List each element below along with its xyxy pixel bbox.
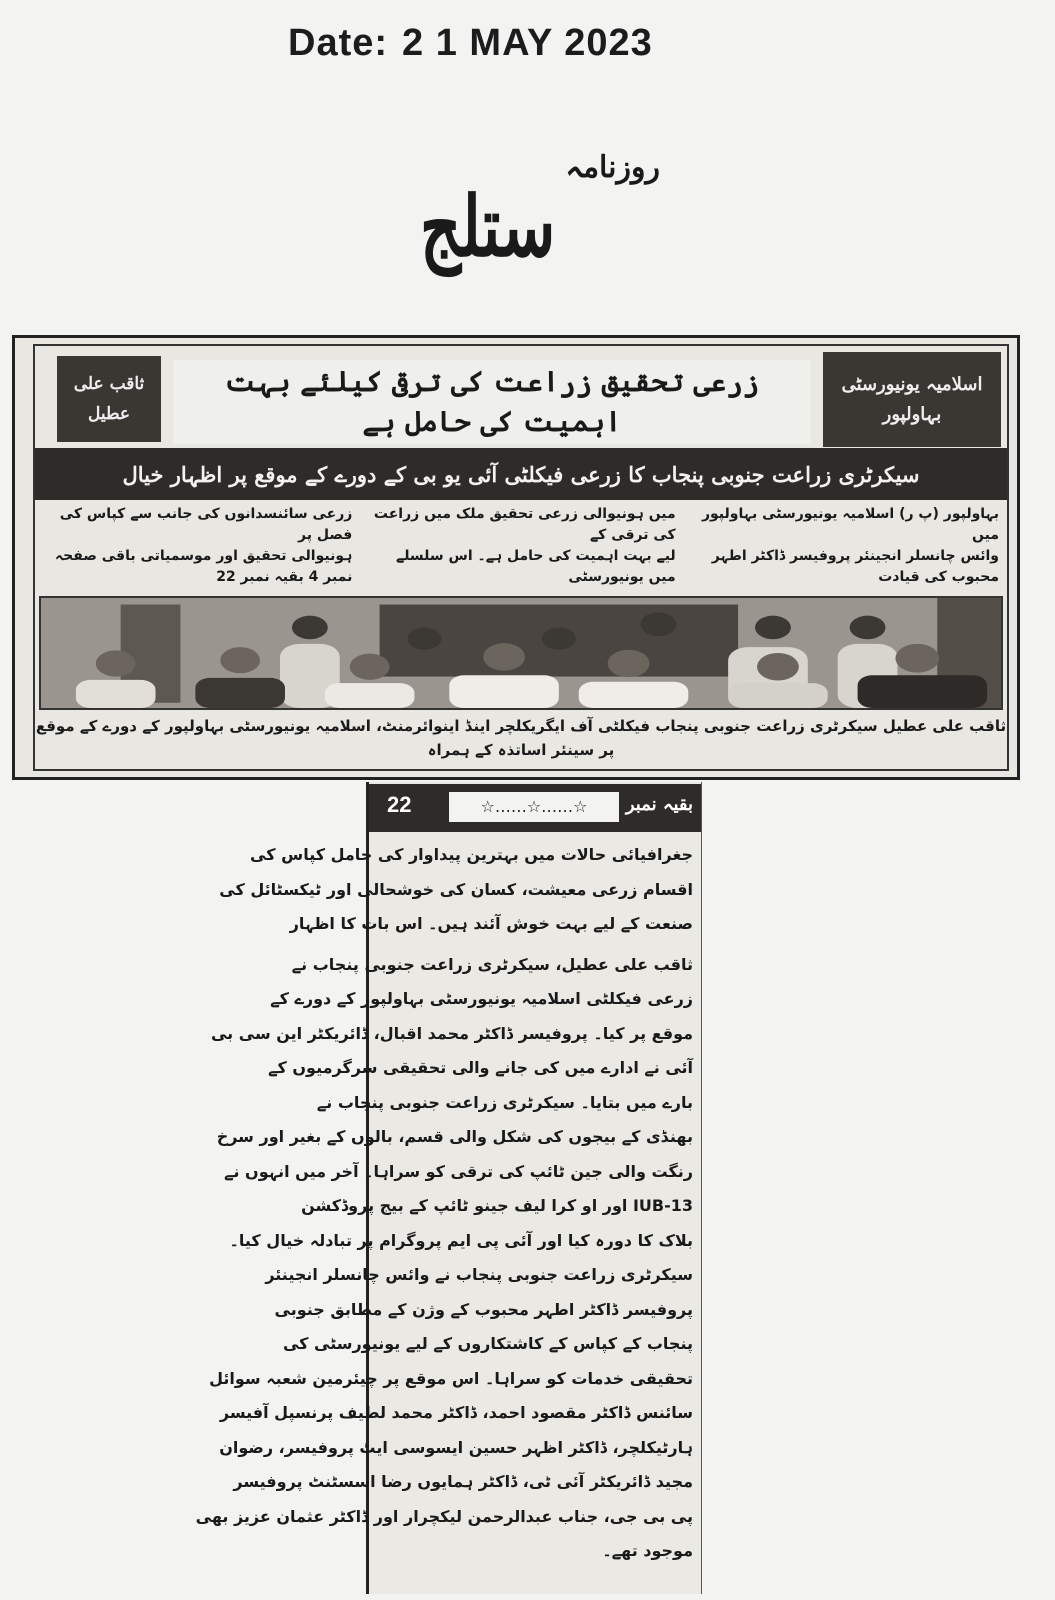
continuation-line: موقع پر کیا۔ پروفیسر ڈاکٹر محمد اقبال، ڈائریکٹر این سی بی xyxy=(210,1023,693,1043)
continuation-line: موجود تھے۔ xyxy=(602,1541,693,1560)
continuation-column xyxy=(195,782,702,1594)
intro-line: وائس چانسلر انجینئر پروفیسر ڈاکٹر اطہر محبوب کی قیادت xyxy=(711,548,999,585)
continuation-label: بقیہ نمبر xyxy=(625,794,693,815)
continuation-text xyxy=(195,838,693,1569)
kicker-right-line: بہاولپور xyxy=(882,403,942,425)
continuation-line: بلاک کا دورہ کیا اور آئی پی ایم پروگرام پر تبادلہ خیال کیا۔ xyxy=(229,1230,693,1250)
continuation-line: IUB-13 اور او کرا لیف جینو ٹائپ کے بیج پروڈکشن xyxy=(301,1196,693,1215)
continuation-line: آئی نے ادارے میں کی جانے والی تحقیقی سرگرمیوں کے xyxy=(268,1058,693,1077)
continuation-line: پروفیسر ڈاکٹر اطہر محبوب کے وژن کے مطابق جنوبی xyxy=(274,1299,693,1319)
date-label: Date: xyxy=(288,22,389,64)
headline-box xyxy=(173,360,811,444)
news-clipping xyxy=(12,335,1020,780)
continuation-line: اقسام زرعی معیشت، کسان کی خوشحالی اور ٹیکسٹائل کی xyxy=(219,879,693,899)
photo-caption-box xyxy=(35,712,1007,764)
intro-line: زرعی سائنسدانوں کی جانب سے کپاس کی فصل پر xyxy=(59,506,353,543)
continuation-line: زرعی فیکلٹی اسلامیہ یونیورسٹی بہاولپور کے دورے کے xyxy=(270,989,693,1008)
continuation-line: پنجاب کے کپاس کے کاشتکاروں کے لیے یونیورسٹی کی xyxy=(282,1334,693,1353)
headline: زرعی تحقیق زراعت کی ترقی کیلئے بہت اہمیت کی حامل ہے xyxy=(224,365,760,438)
intro-column xyxy=(43,504,352,592)
continuation-line: بھنڈی کے بیجوں کی شکل والی قسم، بالوں کے بغیر اور سرخ xyxy=(216,1127,693,1146)
continuation-page-number: 22 xyxy=(387,792,412,817)
group-photo xyxy=(39,596,1003,710)
kicker-left-line: عطیل xyxy=(87,404,131,424)
intro-line: ہونیوالی تحقیق اور موسمیاتی باقی صفحہ نمبر 4 بقیہ نمبر 22 xyxy=(54,548,353,585)
kicker-right xyxy=(823,352,1001,447)
continuation-line: ثاقب علی عطیل، سیکرٹری زراعت جنوبی پنجاب نے xyxy=(291,954,693,974)
continuation-line: پی بی جی، جناب عبدالرحمن لیکچرار اور ڈاکٹر عثمان عزیز بھی xyxy=(195,1506,693,1526)
intro-line: لیے بہت اہمیت کی حامل ہے۔ اس سلسلے میں یونیورسٹی xyxy=(395,548,676,585)
continuation-header xyxy=(369,784,701,832)
intro-line: میں ہونیوالی زرعی تحقیق ملک میں زراعت کی ترقی کے xyxy=(373,506,676,543)
continuation-line: سائنس ڈاکٹر مقصود احمد، ڈاکٹر محمد لطیف پرنسپل آفیسر xyxy=(219,1403,693,1422)
subheadline: سیکرٹری زراعت جنوبی پنجاب کا زرعی فیکلٹی آئی یو بی کے دورے کے موقع پر اظہار خیال xyxy=(122,461,920,487)
continuation-line: ہارٹیکلچر، ڈاکٹر اظہر حسین ایسوسی ایٹ پروفیسر، رضوان xyxy=(219,1437,693,1457)
continuation-line: جغرافیائی حالات میں بہترین پیداوار کی حامل کپاس کی xyxy=(250,845,693,864)
intro-line: بہاولپور (پ ر) اسلامیہ یونیورسٹی بہاولپور میں xyxy=(701,506,999,543)
continuation-line: مجید ڈائریکٹر آئی ٹی، ڈاکٹر ہمایوں رضا اسسٹنٹ پروفیسر xyxy=(233,1472,693,1491)
clipping-date xyxy=(288,22,667,65)
photo-caption: ثاقب علی عطیل سیکرٹری زراعت جنوبی پنجاب فیکلٹی آف ایگریکلچر اینڈ اینوائرمنٹ، اسلامیہ یونیورسٹی بہاولپور کے دورے کے موقع پر سینئر اساتذہ کے ہمراہ xyxy=(35,717,1007,759)
continuation-line: بارے میں بتایا۔ سیکرٹری زراعت جنوبی پنجاب نے xyxy=(316,1092,693,1112)
date-value: 2 1 MAY 2023 xyxy=(402,22,653,64)
subheadline-box xyxy=(35,448,1007,500)
group-photo-image xyxy=(41,598,1001,708)
intro-text xyxy=(43,504,999,592)
continuation-line: صنعت کے لیے بہت خوش آئند ہیں۔ اس بات کا اظہار xyxy=(289,914,693,933)
kicker-right-line: اسلامیہ یونیورسٹی xyxy=(841,373,983,395)
intro-column xyxy=(690,504,999,592)
newspaper-masthead xyxy=(410,150,660,310)
masthead-big: ستلج xyxy=(420,178,556,277)
star-divider-icon: ☆……☆……☆ xyxy=(449,792,619,822)
continuation-line: تحقیقی خدمات کو سراہا۔ اس موقع پر چیئرمین شعبہ سوائل xyxy=(209,1368,693,1388)
masthead-small: روزنامہ xyxy=(565,150,660,185)
continuation-line: رنگت والی جین ٹائپ کی ترقی کو سراہا۔ آخر میں انہوں نے xyxy=(224,1161,693,1181)
kicker-left xyxy=(57,356,161,442)
kicker-left-line: ثاقب علی xyxy=(73,374,145,394)
continuation-line: سیکرٹری زراعت جنوبی پنجاب نے وائس چانسلر انجینئر xyxy=(265,1265,693,1284)
intro-column xyxy=(366,504,675,592)
